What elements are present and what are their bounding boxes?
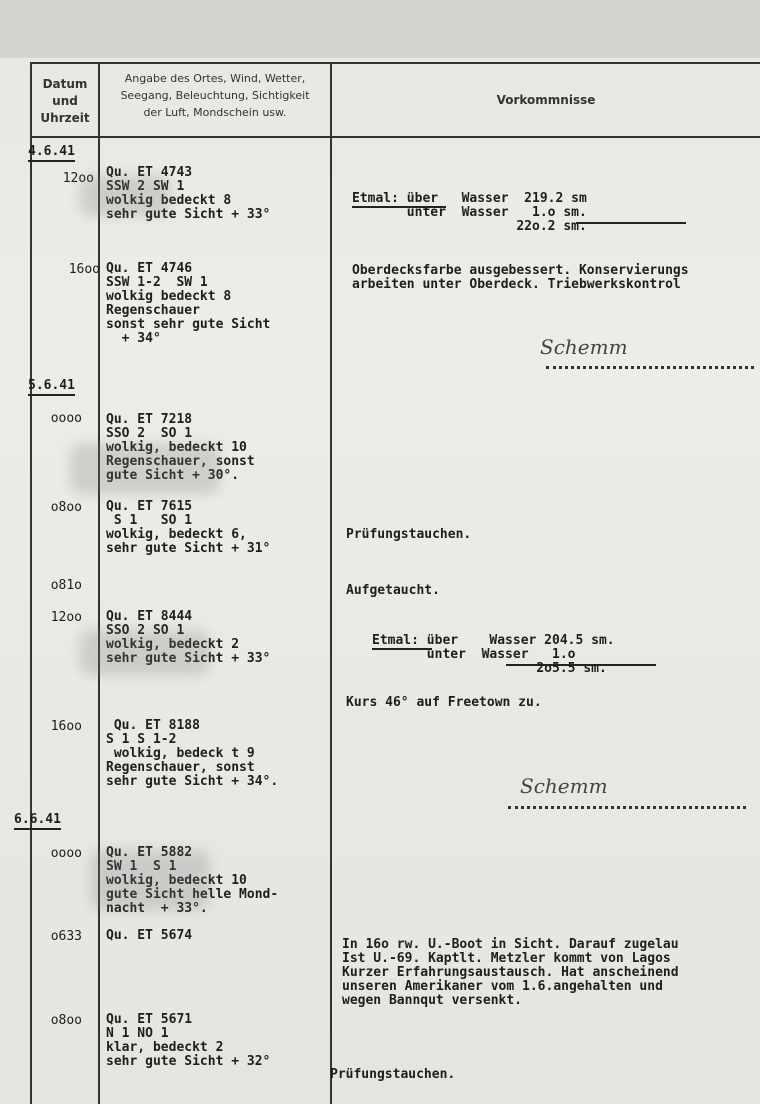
event-course: Kurs 46° auf Freetown zu.	[346, 695, 542, 710]
time-entry: o81o	[50, 578, 82, 593]
date-2: 5.6.41	[28, 378, 75, 393]
time-entry: o8oo	[50, 500, 82, 515]
top-margin	[0, 0, 760, 58]
header-ort: Angabe des Ortes, Wind, Wetter, Seegang, Beleuchtung, Sichtigkeit der Luft, Mondschein usw.	[120, 72, 310, 119]
time-entry: 16oo	[68, 262, 100, 277]
smudge	[80, 176, 170, 216]
event-etmal-1: Etmal: über Wasser 219.2 sm unter Wasser 1.o sm. 22o.2 sm.	[352, 191, 587, 234]
date-1: 4.6.41	[28, 144, 75, 159]
position-weather: Qu. ET 5882 SW 1 S 1 wolkig, bedeckt 10 gute Sicht helle Mond- nacht + 33°.	[106, 845, 279, 916]
position-weather: Qu. ET 7615 S 1 SO 1 wolkig, bedeckt 6, sehr gute Sicht + 31°	[106, 499, 271, 556]
event-test-dive: Prüfungstauchen.	[330, 1067, 456, 1082]
position-weather: Qu. ET 8444 SSO 2 SO 1 wolkig, bedeckt 2 sehr gute Sicht + 33°	[106, 609, 271, 666]
event-uboot-sighting: In 16o rw. U.-Boot in Sicht. Darauf zugelau Ist U.-69. Kaptlt. Metzler kommt von Lagos Kurzer Erfahrungsaustausch. Hat anscheinend unseren Amerikaner vom 1.6.angehalten und wegen Bannqut versenkt.	[342, 937, 679, 1008]
signature: Schemm	[520, 774, 608, 798]
column-divider-2	[330, 62, 332, 1104]
time-entry: oooo	[50, 411, 82, 426]
event-etmal-2: Etmal: über Wasser 204.5 sm. unter Wasser 1.o 2o5.5 sm.	[372, 633, 615, 676]
column-divider-1	[98, 62, 100, 1104]
signature-dots	[546, 366, 754, 369]
position-weather: Qu. ET 4746 SSW 1-2 SW 1 wolkig bedeckt 8 Regenschauer sonst sehr gute Sicht + 34°	[106, 261, 271, 346]
time-entry: 12oo	[62, 171, 94, 186]
smudge	[70, 444, 220, 494]
time-entry: 16oo	[50, 719, 82, 734]
position-weather: Qu. ET 5671 N 1 NO 1 klar, bedeckt 2 sehr gute Sicht + 32°	[106, 1012, 271, 1069]
time-entry: oooo	[50, 846, 82, 861]
signature-dots	[508, 806, 746, 809]
time-entry: o633	[50, 929, 82, 944]
event-surfaced: Aufgetaucht.	[346, 583, 440, 598]
time-entry: o8oo	[50, 1013, 82, 1028]
sum-underline	[576, 222, 686, 224]
event-maintenance: Oberdecksfarbe ausgebessert. Konservierungs arbeiten unter Oberdeck. Triebwerkskontrol	[352, 263, 689, 292]
position-weather: Qu. ET 4743 SSW 2 SW 1 wolkig bedeckt 8 sehr gute Sicht + 33°	[106, 165, 271, 222]
smudge	[90, 850, 210, 910]
sum-underline	[506, 664, 656, 666]
etmal-underline	[372, 648, 432, 650]
signature: Schemm	[540, 335, 628, 359]
position-weather: Qu. ET 5674	[106, 928, 193, 943]
header-bottom-rule	[30, 136, 760, 138]
header-datum: Datum und Uhrzeit	[40, 77, 90, 125]
time-entry: 12oo	[50, 610, 82, 625]
etmal-underline	[352, 206, 446, 208]
table-top-rule	[30, 62, 760, 64]
date-3: 6.6.41	[14, 812, 61, 827]
position-weather: Qu. ET 7218 SSO 2 SO 1 wolkig, bedeckt 10 Regenschauer, sonst gute Sicht + 30°.	[106, 412, 255, 483]
smudge	[80, 630, 210, 675]
event-test-dive: Prüfungstauchen.	[346, 527, 472, 542]
header-vorkommnisse: Vorkommnisse	[496, 93, 596, 107]
position-weather: Qu. ET 8188 S 1 S 1-2 wolkig, bedeck t 9 Regenschauer, sonst sehr gute Sicht + 34°.	[106, 718, 279, 789]
